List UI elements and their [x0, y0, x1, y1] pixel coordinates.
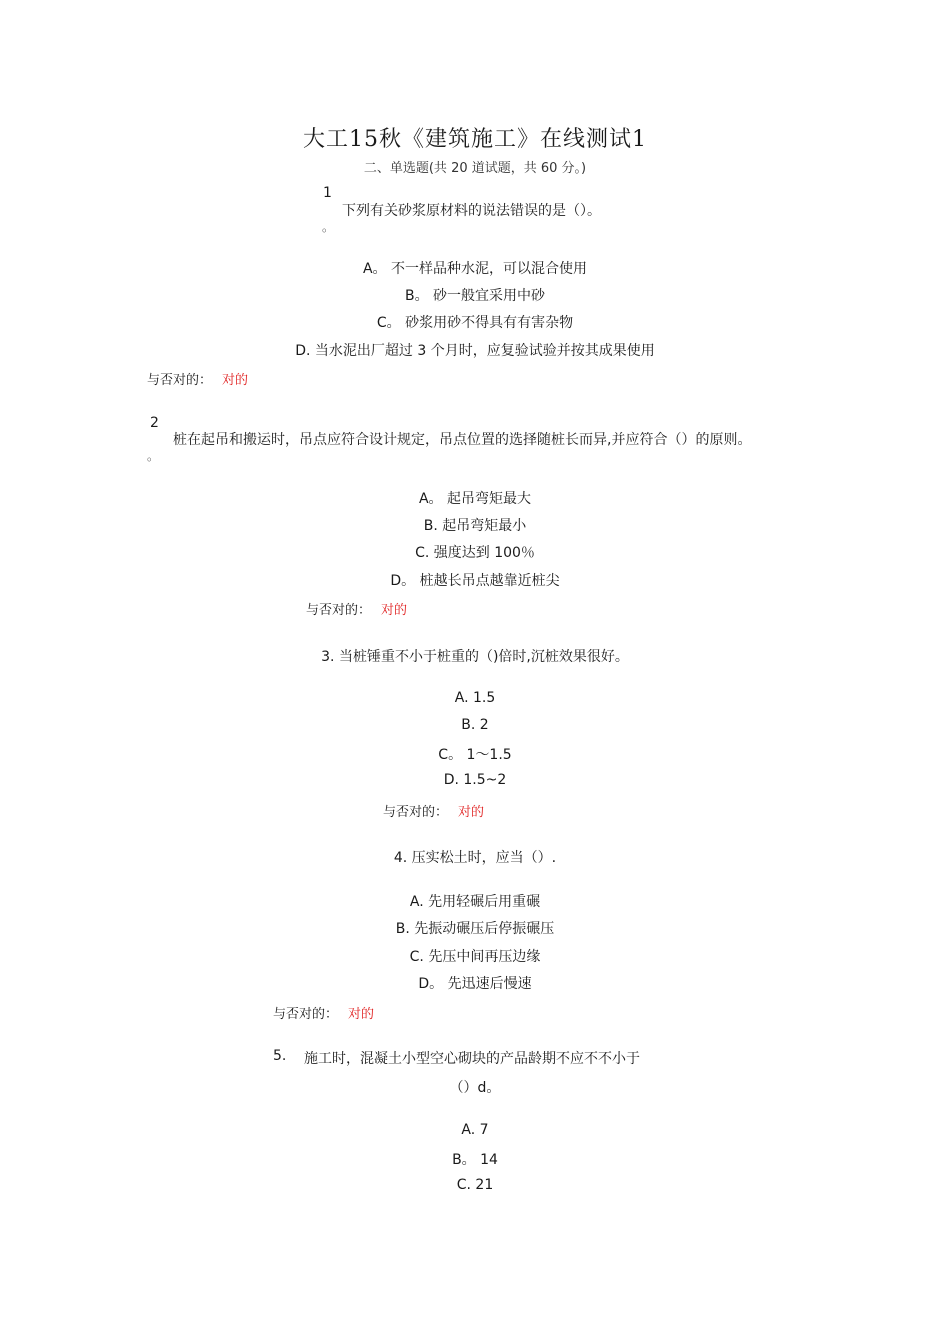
- verdict-label: 与否对的：: [306, 603, 372, 618]
- q2-number: 2: [150, 415, 159, 431]
- verdict-value: 对的: [348, 1007, 375, 1022]
- q2-verdict: [306, 599, 407, 618]
- q4-option-c[interactable]: C. 先压中间再压边缘: [409, 949, 541, 965]
- q1-option-d[interactable]: D. 当水泥出厂超过 3 个月时，应复验试验并按其成果使用: [295, 343, 655, 359]
- verdict-label: 与否对的：: [383, 805, 449, 820]
- q3-option-d[interactable]: D. 1.5~2: [443, 772, 507, 788]
- q4-option-a[interactable]: A. 先用轻碾后用重碾: [409, 894, 541, 910]
- verdict-value: 对的: [222, 373, 249, 388]
- q5-option-a[interactable]: A. 7: [461, 1122, 489, 1138]
- q4-verdict: [273, 1003, 374, 1022]
- q1-stem: 下列有关砂浆原材料的说法错误的是（）。: [342, 203, 601, 219]
- q1-option-b[interactable]: B。 砂一般宜采用中砂: [404, 288, 546, 304]
- q3-option-c[interactable]: C。 1～1.5: [438, 747, 512, 763]
- q4-option-b[interactable]: B. 先振动碾压后停振碾压: [395, 921, 555, 937]
- q3-option-a[interactable]: A. 1.5: [454, 690, 496, 706]
- q1-option-a[interactable]: A。 不一样品种水泥，可以混合使用: [362, 261, 588, 277]
- q2-option-b[interactable]: B. 起吊弯矩最小: [423, 518, 527, 534]
- q4-stem: 4. 压实松土时，应当（）.: [393, 850, 557, 866]
- verdict-value: 对的: [381, 603, 408, 618]
- q2-option-c[interactable]: C. 强度达到 100％: [415, 545, 535, 561]
- page-title: 大工15秋《建筑施工》在线测试1: [303, 127, 647, 152]
- q1-verdict: [147, 369, 248, 388]
- q1-tail: 。: [322, 220, 335, 234]
- q1-option-c[interactable]: C。 砂浆用砂不得具有有害杂物: [376, 315, 574, 331]
- q1-number: 1: [323, 185, 332, 201]
- q3-option-b[interactable]: B. 2: [461, 717, 489, 733]
- q5-number: 5.: [273, 1048, 287, 1064]
- verdict-value: 对的: [458, 805, 485, 820]
- q5-stem-continued: （）d。: [449, 1080, 501, 1096]
- q5-option-c[interactable]: C. 21: [456, 1177, 494, 1193]
- section-subtitle: 二、单选题(共 20 道试题，共 60 分。): [363, 161, 587, 176]
- q2-option-a[interactable]: A。 起吊弯矩最大: [418, 491, 532, 507]
- q2-tail: 。: [147, 449, 160, 463]
- verdict-label: 与否对的：: [147, 373, 213, 388]
- q3-verdict: [383, 801, 484, 820]
- q2-stem: 桩在起吊和搬运时，吊点应符合设计规定，吊点位置的选择随桩长而异,并应符合（）的原则。: [173, 432, 752, 448]
- q5-option-b[interactable]: B。 14: [452, 1152, 498, 1168]
- verdict-label: 与否对的：: [273, 1007, 339, 1022]
- q5-stem: 施工时，混凝土小型空心砌块的产品龄期不应不不小于: [304, 1051, 640, 1067]
- q2-option-d[interactable]: D。 桩越长吊点越靠近桩尖: [390, 573, 560, 589]
- q3-stem: 3. 当桩锤重不小于桩重的（)倍时,沉桩效果很好。: [321, 649, 629, 665]
- q4-option-d[interactable]: D。 先迅速后慢速: [418, 976, 532, 992]
